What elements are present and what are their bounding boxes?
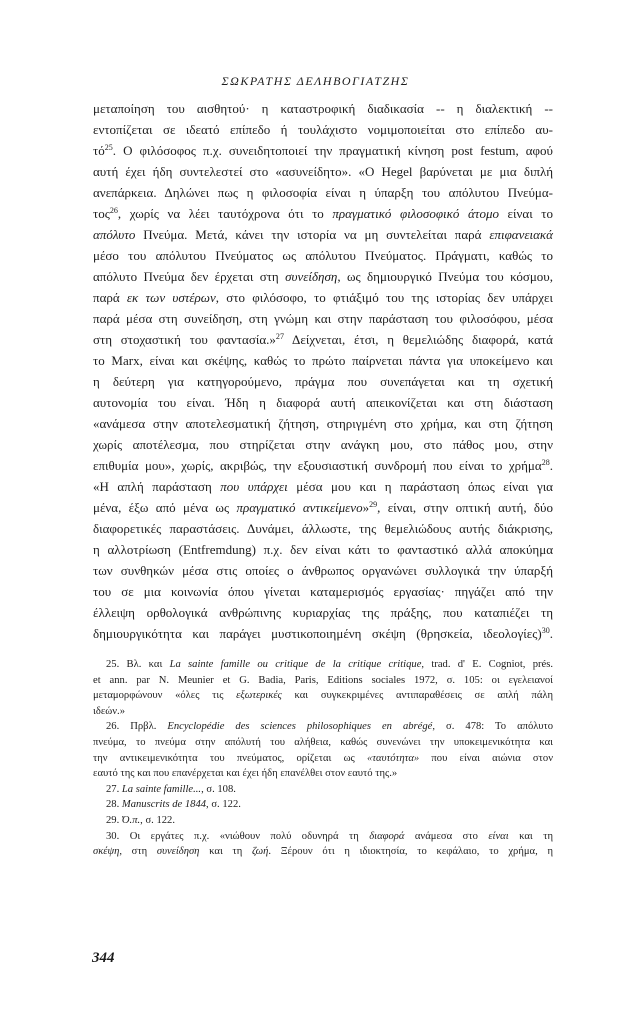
text-run: Πνεύμα. Μετά, κάνει την ιστορία να μη συντελείται παρά (135, 227, 490, 242)
text-line (93, 497, 553, 518)
body-text (93, 98, 553, 644)
text-run: των συνθηκών μέσα στις οποίες ο άνθρωπος οργανώνει συλλογικά την ύπαρξή (93, 563, 553, 578)
text-line (93, 140, 553, 161)
text-line (93, 161, 553, 182)
footnote-line (93, 813, 553, 829)
italic-text: εξωτερικές (236, 690, 282, 702)
text-run: μέσα μου και η παράσταση όπως είναι για (287, 479, 553, 494)
italic-text: La sainte famille... (121, 783, 202, 795)
text-run: , σ. 478: Το απόλυτο (432, 721, 554, 733)
text-run: «Η απλή παράσταση (93, 479, 221, 494)
text-run: Δείχνεται, έτσι, η θεμελιώδης διαφορά, κατά (283, 332, 553, 347)
text-run: αυτονομία του είναι. Ήδη η διαφορά αυτή απεικονίζεται και στη διάσταση (93, 395, 553, 410)
text-line (93, 581, 553, 602)
text-run: στη στοχαστική του φαντασία.» (93, 332, 276, 347)
footnote-line (93, 751, 553, 767)
footnotes (93, 657, 553, 860)
text-run: έλλειψη ορθολογικά ανθρώπινης κυριαρχίας της πράξης, που καταπιέζει τη (93, 605, 553, 620)
text-line (93, 203, 553, 224)
footnote-line (93, 766, 553, 782)
italic-text: διαφορά (369, 830, 405, 842)
italic-text: La sainte famille ou critique de la critique critique (169, 659, 422, 670)
text-run: , χωρίς να λέει ταυτόχρονα ότι το (117, 206, 333, 221)
footnote-ref: 26 (109, 206, 118, 216)
text-run: τό (93, 143, 105, 158)
italic-text: συνείδηση (156, 846, 200, 858)
page-number: 344 (92, 950, 115, 966)
text-run: μεταμορφώνουν «όλες τις (93, 690, 237, 702)
footnote-line (93, 719, 553, 735)
text-run: επιθυμία μου», χωρίς, ακριβώς, την εξουσιαστική συνδρομή που είναι το χρήμα (93, 458, 542, 473)
text-line (93, 245, 553, 266)
text-run: , σ. 122. (206, 799, 241, 811)
text-run: . Ο φιλόσοφος π.χ. συνειδητοποιεί την πραγματική κίνηση post festum, αφού (112, 143, 553, 158)
text-line (93, 329, 553, 350)
footnote-line (93, 829, 553, 845)
text-run: ιδεών.» (93, 705, 125, 717)
italic-text: Manuscrits de 1844 (121, 799, 207, 811)
footnote-line (93, 688, 553, 704)
footnote-line (93, 673, 553, 689)
text-run: «ανάμεσα στην αποτελεσματική ζήτηση, στηριγμένη στο χρήμα, και στη ζήτηση (93, 416, 553, 431)
text-run: » (362, 500, 370, 515)
text-run: , σ. 122. (140, 814, 175, 826)
text-run: παρά (93, 290, 127, 305)
text-run: , trad. d' E. Cogniot, prés. (421, 659, 553, 670)
footnote-line (93, 735, 553, 751)
text-run: , στο φιλόσοφο, το φτιάξιμό του της ιστορίας δεν υπάρχει (215, 290, 553, 305)
text-run: πνεύμα, το πνεύμα στην απόλυτή του αλήθεια, καθώς συνενώνει την υποκειμενικότητα και (93, 736, 553, 748)
text-run: είναι το (498, 206, 553, 221)
text-run: ανεπάρκεια. Δηλώνει πως η φιλοσοφία είναι η ύπαρξη του απόλυτου Πνεύμα- (93, 185, 553, 200)
text-line (93, 287, 553, 308)
text-run: et ann. par N. Meunier et G. Badia, Paris, Editions sociales 1972, σ. 105: οι εγελειανοί (93, 674, 553, 686)
text-line (93, 560, 553, 581)
text-run: δημιουργικότητα και παράγει μυστικοποιημένη σκέψη (θρησκεία, ιδεολογίες) (93, 626, 542, 641)
italic-text: πραγματικό φιλοσοφικό άτομο (332, 206, 499, 221)
running-header: ΣΩΚΡΑΤΗΣ ΔΕΛΗΒΟΓΙΑΤΖΗΣ (221, 74, 410, 88)
text-run: διαφορετικές παραστάσεις. Δυνάμει, άλλωστε, της θεμελιώδους αυτής διάκρισης, (93, 521, 553, 536)
text-run: 27. (106, 783, 122, 795)
footnote-ref: 27 (275, 332, 284, 342)
text-line (93, 371, 553, 392)
text-run: 29. (106, 814, 122, 826)
text-run: το Marx, είναι και σκέψης, καθώς το πρώτο παίρνεται πάντα για υποκείμενο και (93, 353, 553, 368)
footnote-line (93, 657, 553, 673)
italic-text: πραγματικό αντικείμενο (236, 500, 363, 515)
text-run: και συγκεκριμένες αντιπαραθέσεις σε απλή πάλη (281, 690, 553, 702)
text-line (93, 476, 553, 497)
text-run: μένα, έξω από μένα ως (93, 500, 237, 515)
text-run: αυτή έχει ήδη συντελεστεί στο «ασυνείδητο». «Ο Hegel βαρύνεται με μια διπλή (93, 164, 553, 179)
text-run: χωρίς αποτέλεσμα, που στηρίζεται στην ανάγκη μου, στο πάθος μου, στην (93, 437, 553, 452)
text-run: . (549, 626, 553, 641)
footnote-line (93, 797, 553, 813)
text-line (93, 224, 553, 245)
text-run: , είναι, στην οπτική αυτή, δύο (377, 500, 553, 515)
text-run: του σε μια κοινωνία όπου γίνεται καταμερισμός εργασίας· πηγάζει από την (93, 584, 553, 599)
footnote-ref: 30 (541, 626, 550, 636)
text-run: και τη (508, 830, 553, 842)
italic-text: που υπάρχει (220, 479, 288, 494)
text-run: 26. Πρβλ. (106, 721, 168, 733)
text-line (93, 455, 553, 476)
italic-text: απόλυτο (93, 227, 136, 242)
text-run: . Ξέρουν ότι η ιδιοκτησία, το κεφάλαιο, το χρήμα, η (268, 846, 553, 858)
italic-text: σκέψη (93, 846, 120, 858)
text-line (93, 119, 553, 140)
text-run: 28. (106, 799, 122, 811)
text-run: μεταποίηση του αισθητού· η καταστροφική διαδικασία -- η διαλεκτική -- (93, 101, 553, 116)
footnote-ref: 28 (541, 458, 550, 468)
text-run: παρά μέσα στη συνείδηση, στη γνώμη και στην παράσταση του φιλοσόφου, μέσα (93, 311, 553, 326)
text-run: τος (93, 206, 110, 221)
text-line (93, 98, 553, 119)
text-run: η αλλοτρίωση (Entfremdung) π.χ. δεν είναι κάτι το φανταστικό αλλά αποκύημα (93, 542, 553, 557)
text-run: 25. Βλ. και (106, 659, 170, 670)
text-line (93, 266, 553, 287)
text-line (93, 182, 553, 203)
text-line (93, 623, 553, 644)
text-line (93, 392, 553, 413)
text-line (93, 602, 553, 623)
text-line (93, 308, 553, 329)
footnote-line (93, 782, 553, 798)
text-line (93, 539, 553, 560)
text-run: εντοπίζεται σε ιδεατό επίπεδο ή τουλάχιστο νομιμοποιείται στο επίπεδο αυ- (93, 122, 553, 137)
text-run: , ως δημιουργικό Πνεύμα του κόσμου, (337, 269, 553, 284)
text-run: και τη (199, 846, 252, 858)
footnote-line (93, 844, 553, 860)
text-run: η δεύτερη για κατηγορούμενο, πράγμα που συνεπάγεται και τη σχετική (93, 374, 553, 389)
italic-text: Encyclopédie des sciences philosophiques en abrégé (167, 721, 433, 733)
text-line (93, 434, 553, 455)
text-line (93, 350, 553, 371)
text-run: , στη (119, 846, 157, 858)
text-run: την αντικειμενικότητα του πνεύματος, ορίζεται ως (93, 752, 367, 764)
text-line (93, 518, 553, 539)
text-run: , σ. 108. (201, 783, 236, 795)
footnote-ref: 29 (369, 500, 378, 510)
text-run: εαυτό της και που επανέρχεται και έχει ήδη επανέλθει στον εαυτό της.» (93, 768, 398, 780)
text-run: ανάμεσα στο (404, 830, 489, 842)
italic-text: επιφανειακά (489, 227, 553, 242)
footnote-line (93, 704, 553, 720)
text-run: . (549, 458, 553, 473)
footnote-ref: 25 (104, 143, 113, 153)
text-run: 30. Οι εργάτες π.χ. «νιώθουν πολύ οδυνηρά τη (106, 830, 370, 842)
italic-text: συνείδηση (285, 269, 338, 284)
text-run: απόλυτο Πνεύμα δεν έρχεται στη (93, 269, 286, 284)
italic-text: είναι (488, 830, 509, 842)
text-run: μέσο του απόλυτου Πνεύματος ως απόλυτου Πνεύματος. Πράγματι, καθώς το (93, 248, 553, 263)
italic-text: ζωή (251, 846, 269, 858)
text-line (93, 413, 553, 434)
italic-text: «ταυτότητα» (366, 752, 420, 764)
italic-text: Ό.π. (121, 814, 141, 826)
italic-text: εκ των υστέρων (126, 290, 216, 305)
text-run: που είναι αιώνια στον (419, 752, 553, 764)
